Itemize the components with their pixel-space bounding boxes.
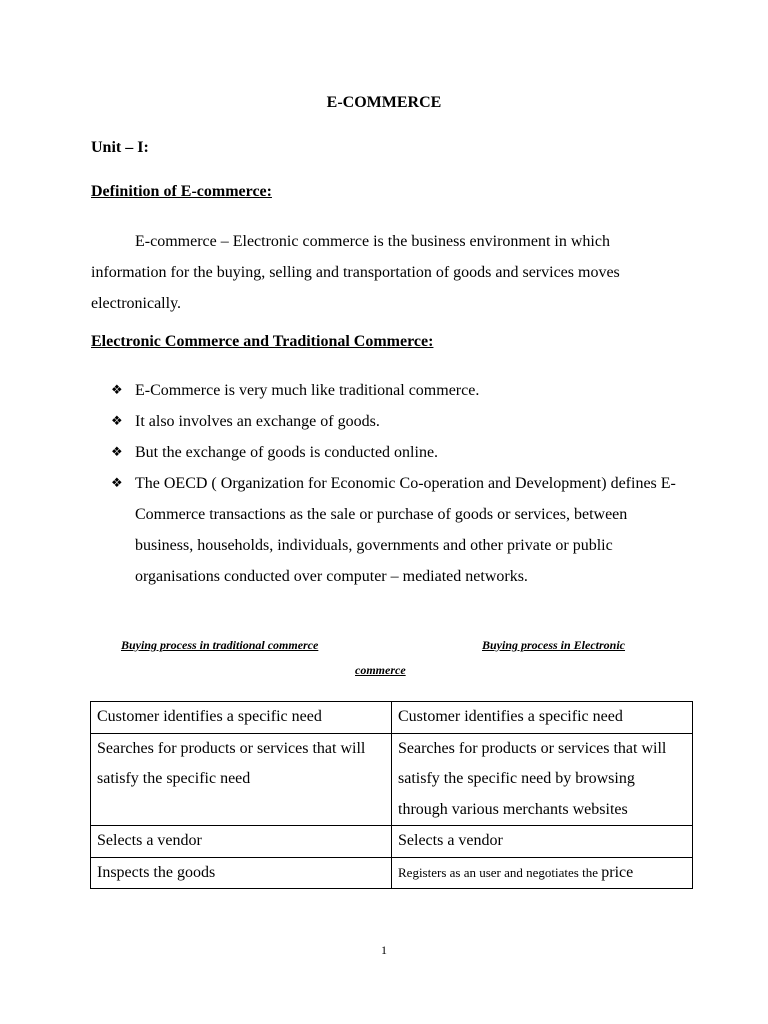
cell-text-small: Registers as an user and negotiates the	[398, 864, 598, 880]
list-item	[111, 406, 686, 437]
comparison-heading: Electronic Commerce and Traditional Commerce:	[91, 333, 434, 350]
list-item	[111, 375, 686, 406]
four-diamond-bullet-icon: ❖	[111, 414, 123, 429]
four-diamond-bullet-icon: ❖	[111, 476, 123, 491]
unit-label: Unit – I:	[91, 139, 149, 156]
bullet-text: E-Commerce is very much like traditional commerce.	[135, 382, 480, 399]
bullet-list	[111, 375, 686, 592]
definition-paragraph: E-commerce – Electronic commerce is the business environment in which information for the buying, selling and transportation of goods and services moves electronically.	[91, 233, 620, 312]
bullet-text: The OECD ( Organization for Economic Co-operation and Development) defines E-Commerce transactions as the sale or purchase of goods or services, between business, households, individuals, governments and other private or public organisations conducted over computer – mediated networks.	[135, 475, 676, 585]
cell-text-price: price	[601, 863, 634, 881]
table-cell-electronic: Searches for products or services that will satisfy the specific need by browsing through various merchants websites	[392, 733, 693, 826]
document-title: E-COMMERCE	[326, 94, 442, 111]
table-cell-electronic: Selects a vendor	[392, 826, 693, 858]
table-cell-electronic: Customer identifies a specific need	[392, 702, 693, 734]
caption-electronic-continued: commerce	[355, 663, 406, 677]
page-number: 1	[381, 943, 387, 957]
table-row	[91, 826, 693, 858]
bullet-text: It also involves an exchange of goods.	[135, 413, 380, 430]
table-row	[91, 733, 693, 826]
table-cell-traditional: Selects a vendor	[91, 826, 392, 858]
four-diamond-bullet-icon: ❖	[111, 383, 123, 398]
caption-traditional: Buying process in traditional commerce	[121, 638, 319, 652]
table-row	[91, 857, 693, 889]
table-cell-electronic	[392, 857, 693, 889]
definition-heading: Definition of E-commerce:	[91, 183, 272, 200]
caption-electronic: Buying process in Electronic	[482, 638, 626, 652]
table-cell-traditional: Customer identifies a specific need	[91, 702, 392, 734]
table-cell-traditional: Searches for products or services that will satisfy the specific need	[91, 733, 392, 826]
list-item	[111, 437, 686, 468]
list-item	[111, 468, 686, 592]
four-diamond-bullet-icon: ❖	[111, 445, 123, 460]
comparison-table	[90, 701, 693, 889]
bullet-text: But the exchange of goods is conducted online.	[135, 444, 439, 461]
table-cell-traditional: Inspects the goods	[91, 857, 392, 889]
table-row	[91, 702, 693, 734]
